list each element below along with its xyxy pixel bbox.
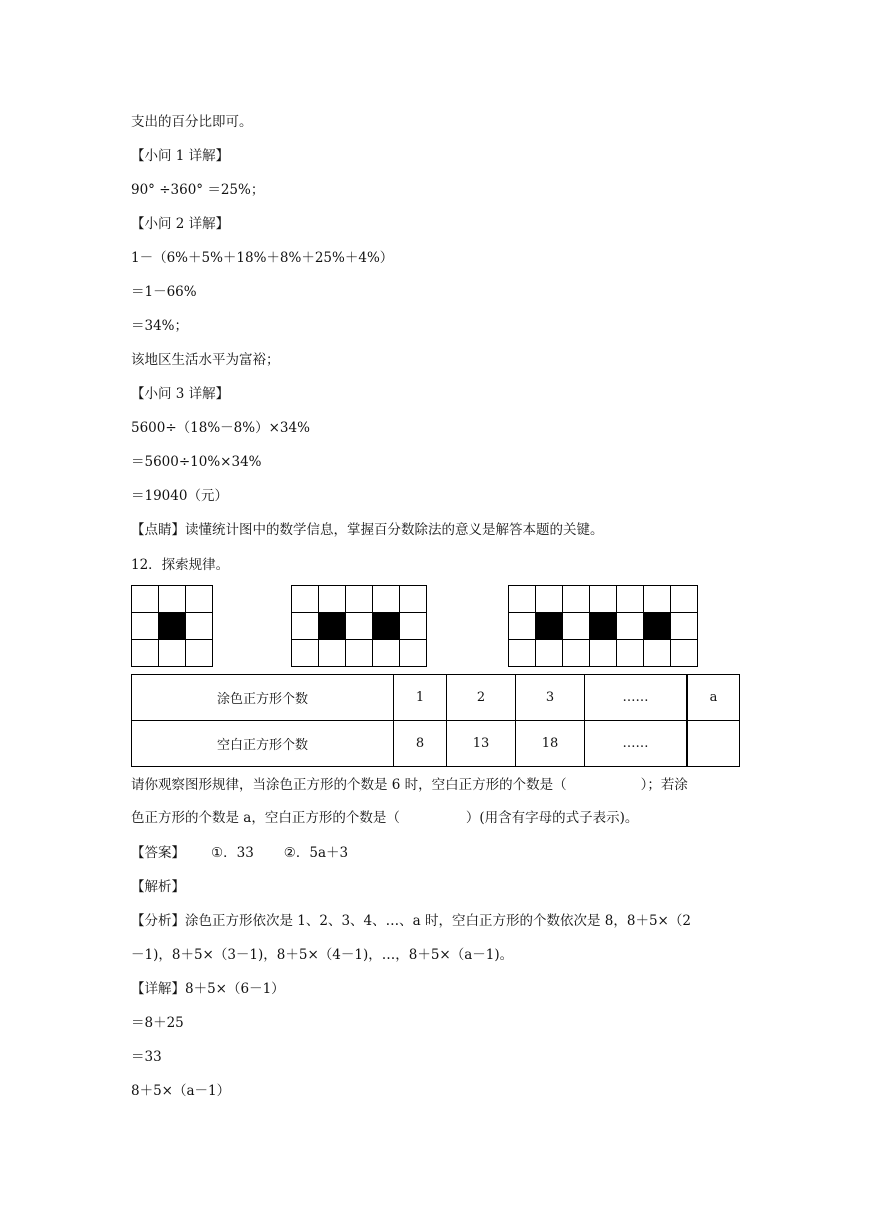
analysis-title: 【解析】: [131, 879, 185, 895]
detail-line: 8＋5×（a－1）: [131, 1083, 231, 1099]
answer-1: ①．33: [211, 845, 254, 861]
answer-2: ②．5a＋3: [283, 845, 349, 861]
table-cell: 3: [516, 675, 585, 721]
answer-line: [131, 843, 348, 863]
section-heading: 【小问 3 详解】: [131, 386, 230, 402]
text-line: ＝34%；: [131, 318, 189, 334]
analysis-line: 【分析】涂色正方形依次是 1、2、3、4、…、a 时，空白正方形的个数依次是 8，8＋5×（2: [131, 913, 691, 929]
table-cell: 18: [516, 721, 585, 767]
analysis-line: －1)，8＋5×（3－1)，8＋5×（4－1)，…，8＋5×（a－1)。: [131, 947, 514, 963]
row-label-blank: 空白正方形个数: [132, 721, 394, 767]
question-line: [131, 808, 638, 828]
pattern-figure-3: [508, 585, 698, 667]
question-text: ）；若涂: [640, 777, 688, 793]
question-title: 12．探索规律。: [131, 557, 230, 573]
shaded-square: [590, 613, 617, 640]
pattern-table: [131, 674, 740, 767]
question-text: ）(用含有字母的式子表示)。: [465, 810, 639, 826]
table-cell: ……: [585, 675, 688, 721]
section-heading: 【小问 1 详解】: [131, 148, 230, 164]
row-label-shaded: 涂色正方形个数: [132, 675, 394, 721]
table-cell: ……: [585, 721, 688, 767]
section-heading: 【小问 2 详解】: [131, 216, 230, 232]
shaded-square: [644, 613, 671, 640]
text-line: ＝5600÷10%×34%: [131, 454, 262, 470]
pattern-figure-1: [131, 585, 213, 667]
text-line: 支出的百分比即可。: [131, 114, 253, 130]
shaded-square: [159, 613, 186, 640]
shaded-square: [536, 613, 563, 640]
question-line: [131, 775, 688, 795]
question-text: 请你观察图形规律，当涂色正方形的个数是 6 时，空白正方形的个数是（: [131, 777, 567, 793]
text-line: ＝19040（元）: [131, 488, 228, 504]
text-line: 1－（6%＋5%＋18%＋8%＋25%＋4%）: [131, 250, 394, 266]
answer-label: 【答案】: [131, 845, 185, 861]
detail-line: 【详解】8＋5×（6－1）: [131, 981, 285, 997]
detail-line: ＝8＋25: [131, 1015, 184, 1031]
pattern-figure-2: [291, 585, 427, 667]
question-text: 色正方形的个数是 a，空白正方形的个数是（: [131, 810, 400, 826]
text-line: ＝1－66%: [131, 284, 197, 300]
text-line: 5600÷（18%－8%）×34%: [131, 420, 310, 436]
table-cell: 2: [447, 675, 516, 721]
detail-line: ＝33: [131, 1049, 162, 1065]
table-cell: a: [687, 675, 740, 721]
text-line: 该地区生活水平为富裕；: [131, 352, 280, 368]
table-cell: 8: [394, 721, 447, 767]
table-cell: [687, 721, 740, 767]
text-line: 90° ÷360° ＝25%；: [131, 182, 265, 198]
table-cell: 13: [447, 721, 516, 767]
shaded-square: [373, 613, 400, 640]
shaded-square: [319, 613, 346, 640]
table-cell: 1: [394, 675, 447, 721]
summary-line: 【点睛】读懂统计图中的数学信息，掌握百分数除法的意义是解答本题的关键。: [131, 522, 604, 538]
